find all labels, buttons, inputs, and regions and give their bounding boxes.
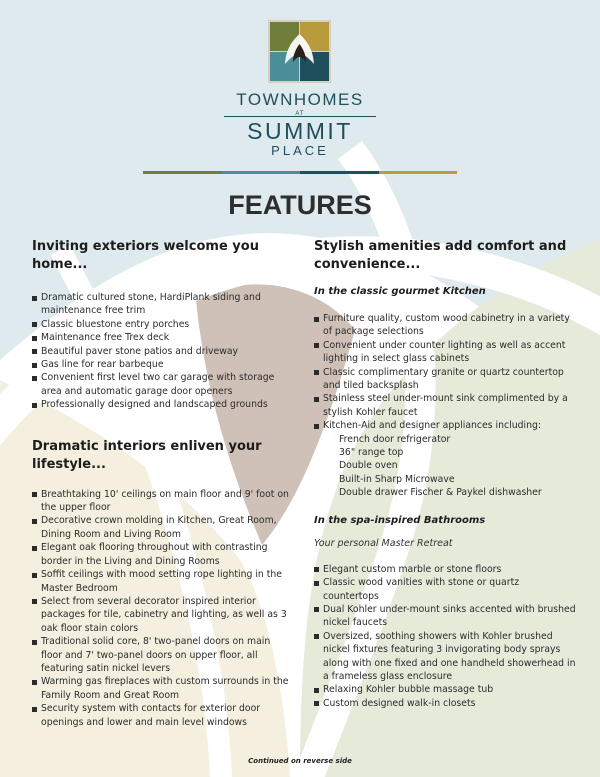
appliance-item: Double drawer Fischer & Paykel dishwasher: [339, 487, 542, 499]
bathrooms-list: [314, 563, 576, 710]
list-item: Dramatic cultured stone, HardiPlank siding and maintenance free trim: [32, 291, 294, 318]
interiors-heading: Dramatic interiors enliven your lifestyle...: [32, 438, 262, 472]
list-item: Classic bluestone entry porches: [32, 318, 294, 331]
continued-note: Continued on reverse side: [248, 757, 352, 765]
summit-place-logo-icon: [268, 20, 331, 83]
bullet-icon: [32, 349, 37, 354]
list-item: Convenient first level two car garage with storage area and automatic garage door openers: [32, 371, 294, 398]
appliance-item: French door refrigerator: [339, 433, 451, 445]
bathrooms-note: Your personal Master Retreat: [314, 537, 453, 549]
bullet-icon: [314, 688, 319, 693]
list-item: Maintenance free Trex deck: [32, 331, 294, 344]
appliance-item: 36" range top: [339, 447, 404, 459]
bullet-icon: [32, 573, 37, 578]
bullet-icon: [32, 322, 37, 327]
bullet-icon: [32, 680, 37, 685]
bullet-icon: [32, 640, 37, 645]
bullet-icon: [32, 492, 37, 497]
page-title: FEATURES: [228, 190, 372, 220]
list-item: Beautiful paver stone patios and driveway: [32, 345, 294, 358]
color-bar: [143, 171, 457, 174]
bullet-icon: [32, 403, 37, 408]
interiors-list: [32, 488, 294, 729]
kitchen-list: [314, 312, 576, 433]
left-column: [32, 238, 294, 729]
bullet-icon: [314, 397, 319, 402]
list-item: Kitchen-Aid and designer appliances including:: [314, 419, 576, 432]
bullet-icon: [314, 581, 319, 586]
bullet-icon: [314, 634, 319, 639]
kitchen-subheading: In the classic gourmet Kitchen: [314, 286, 486, 297]
list-item: Select from several decorator inspired interior packages for tile, cabinetry and lighting, as well as 3 oak floor stain colors: [32, 595, 294, 635]
list-item: Stainless steel under-mount sink complimented by a stylish Kohler faucet: [314, 392, 576, 419]
bullet-icon: [32, 363, 37, 368]
list-item: Classic complimentary granite or quartz countertop and tiled backsplash: [314, 366, 576, 393]
bullet-icon: [314, 424, 319, 429]
exteriors-list: [32, 291, 294, 412]
list-item: Convenient under counter lighting as well as accent lighting in select glass cabinets: [314, 339, 576, 366]
right-column: [314, 238, 576, 710]
list-item: Elegant oak flooring throughout with contrasting border in the Living and Dining Rooms: [32, 541, 294, 568]
brand-at: AT: [295, 111, 305, 117]
bullet-icon: [32, 296, 37, 301]
bullet-icon: [314, 701, 319, 706]
appliance-item: Double oven: [339, 460, 398, 472]
bullet-icon: [32, 546, 37, 551]
list-item: Professionally designed and landscaped grounds: [32, 398, 294, 411]
exteriors-heading: Inviting exteriors welcome you home...: [32, 239, 259, 272]
list-item: Soffit ceilings with mood setting rope lighting in the Master Bedroom: [32, 568, 294, 595]
list-item: Traditional solid core, 8' two-panel doors on main floor and 7' two-panel doors on upper floor, all featuring satin nickel levers: [32, 635, 294, 675]
brand-summit: SUMMIT: [247, 118, 353, 144]
list-item: Furniture quality, custom wood cabinetry in a variety of package selections: [314, 312, 576, 339]
bathrooms-subheading: In the spa-inspired Bathrooms: [314, 514, 486, 526]
list-item: Elegant custom marble or stone floors: [314, 563, 576, 576]
amenities-heading: Stylish amenities add comfort and convenience...: [314, 239, 567, 272]
list-item: Custom designed walk-in closets: [314, 697, 576, 710]
bullet-icon: [314, 343, 319, 348]
list-item: Relaxing Kohler bubble massage tub: [314, 683, 576, 696]
appliance-item: Built-in Sharp Microwave: [339, 473, 455, 485]
bullet-icon: [32, 336, 37, 341]
list-item: Decorative crown molding in Kitchen, Great Room, Dining Room and Living Room: [32, 514, 294, 541]
list-item: Oversized, soothing showers with Kohler brushed nickel fixtures featuring 3 invigorating body sprays along with one fixed and one handheld showerhead in a frameless glass enclosure: [314, 630, 576, 684]
bullet-icon: [32, 599, 37, 604]
bullet-icon: [314, 607, 319, 612]
list-item: Classic wood vanities with stone or quartz countertops: [314, 576, 576, 603]
bullet-icon: [314, 317, 319, 322]
bullet-icon: [32, 376, 37, 381]
bullet-icon: [314, 567, 319, 572]
brand-place: PLACE: [271, 143, 329, 158]
list-item: Gas line for rear barbeque: [32, 358, 294, 371]
list-item: Dual Kohler under-mount sinks accented with brushed nickel faucets: [314, 603, 576, 630]
brand-townhomes: TOWNHOMES: [236, 90, 364, 109]
list-item: Warming gas fireplaces with custom surrounds in the Family Room and Great Room: [32, 675, 294, 702]
list-item: Breathtaking 10' ceilings on main floor and 9' foot on the upper floor: [32, 488, 294, 515]
bullet-icon: [314, 370, 319, 375]
list-item: Security system with contacts for exterior door openings and lower and main level windows: [32, 702, 294, 729]
bullet-icon: [32, 707, 37, 712]
appliance-list: [314, 433, 576, 500]
bullet-icon: [32, 519, 37, 524]
